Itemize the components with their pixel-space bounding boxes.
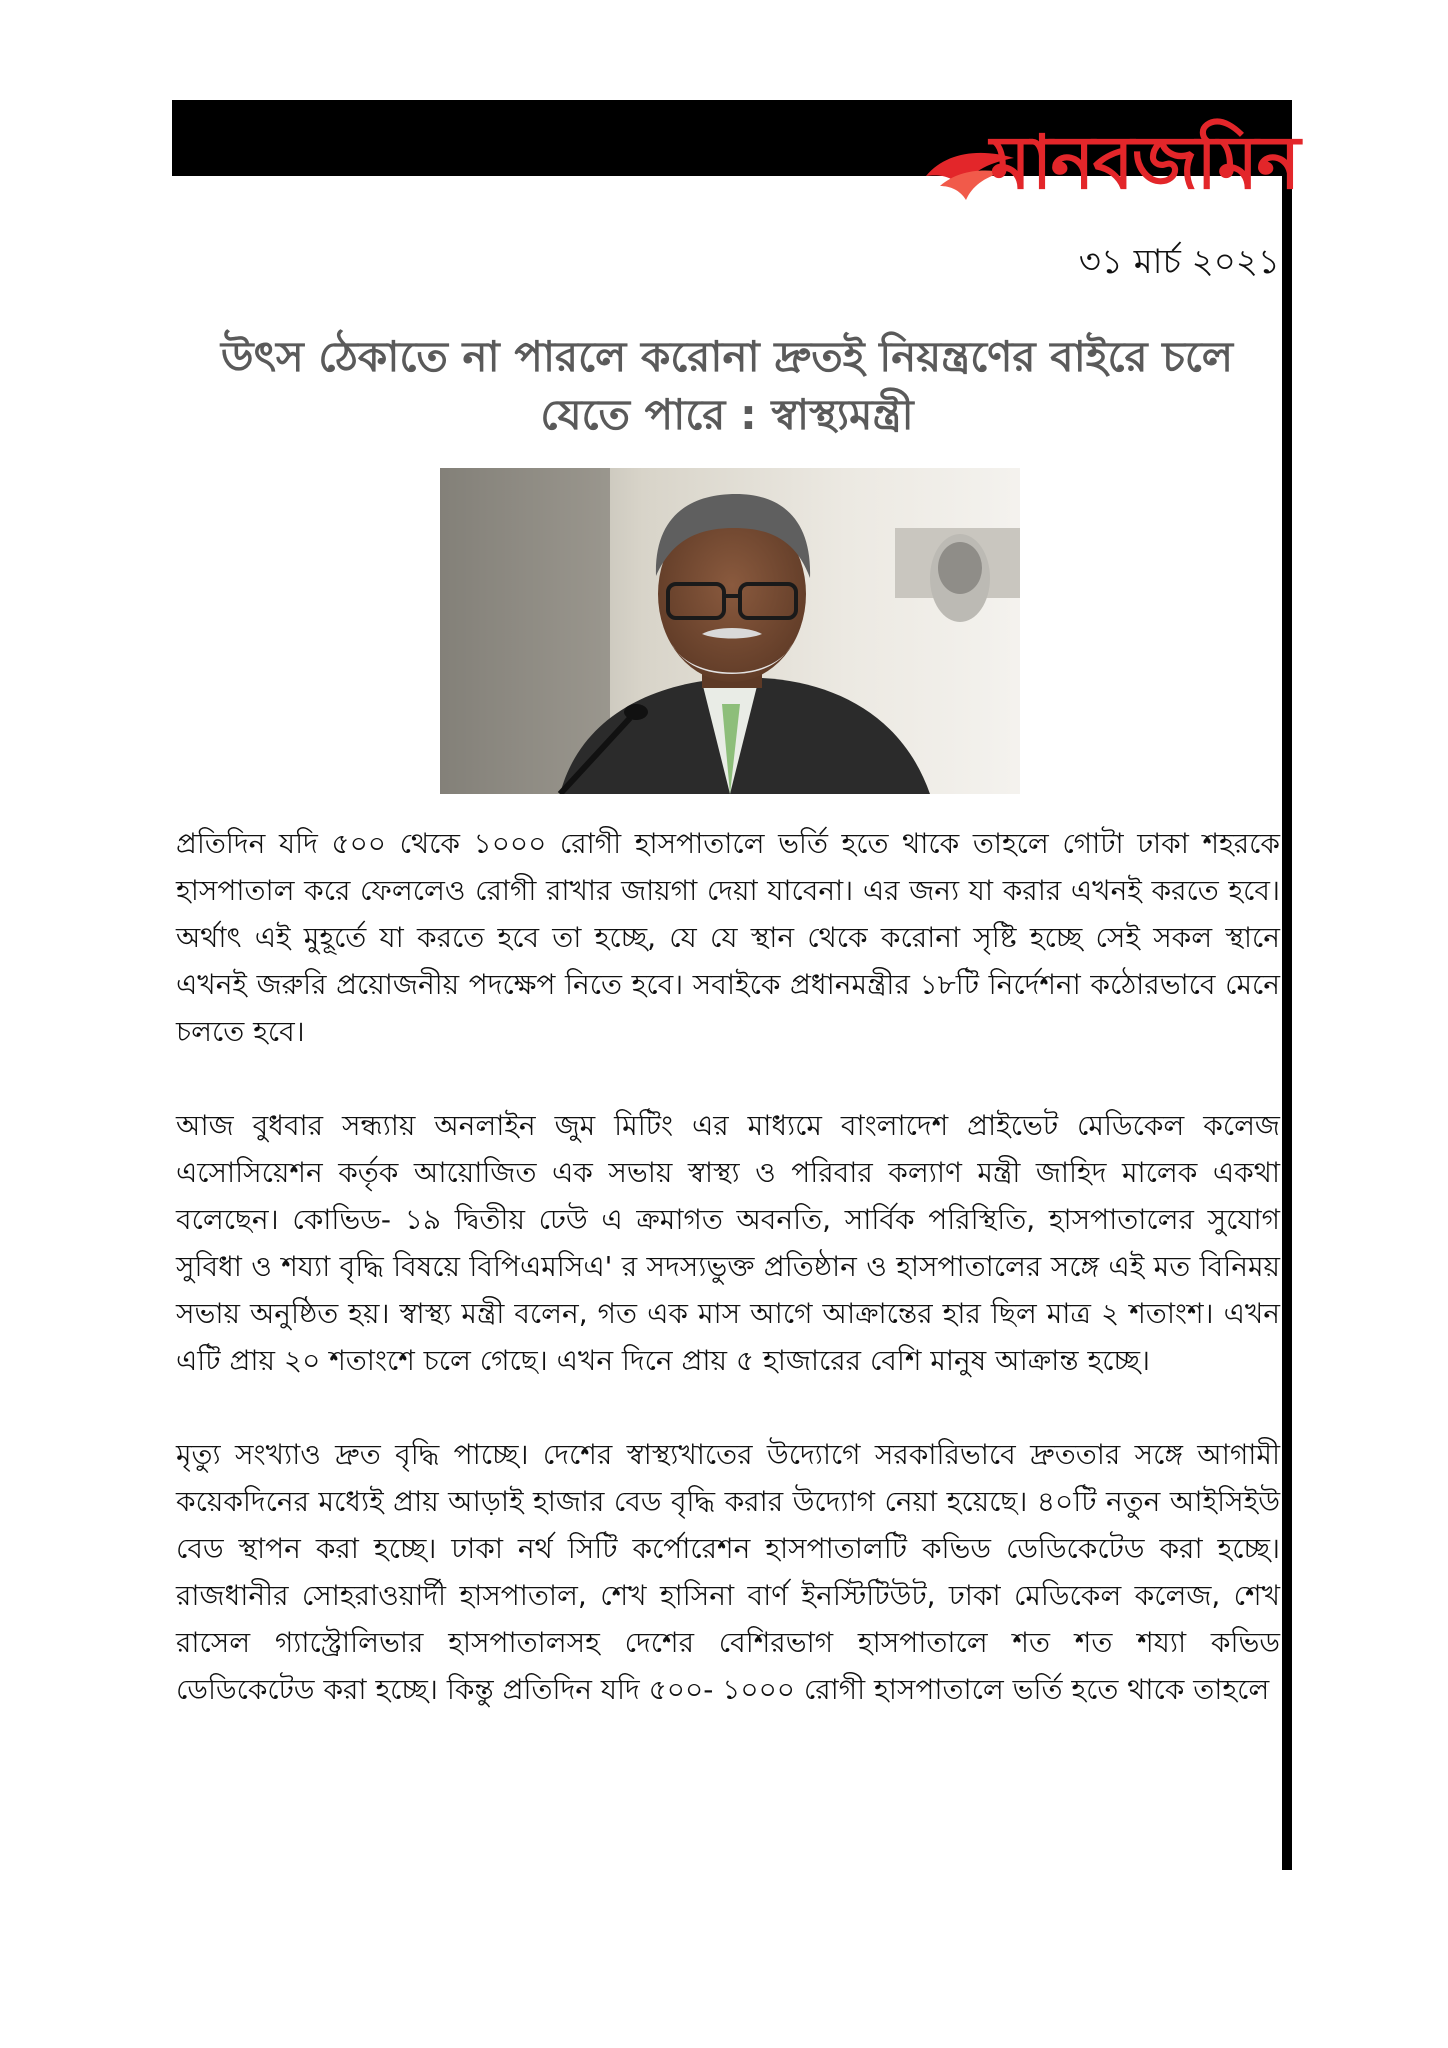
article-paragraph: আজ বুধবার সন্ধ্যায় অনলাইন জুম মিটিং এর মাধ্যমে বাংলাদেশ প্রাইভেট মেডিকেল কলেজ এসোসিয়েশন কর্তৃক আয়োজিত এক সভায় স্বাস্থ্য ও পরিবার কল্যাণ মন্ত্রী জাহিদ মালেক একথা বলেছেন। কোভিড- ১৯ দ্বিতীয় ঢেউ এ ক্রমাগত অবনতি, সার্বিক পরিস্থিতি, হাসপাতালের সুযোগ সুবিধা ও শয্যা বৃদ্ধি বিষয়ে বিপিএমসিএ' র সদস্যভুক্ত প্রতিষ্ঠান ও হাসপাতালের সঙ্গে এই মত বিনিময় সভায় অনুষ্ঠিত হয়। স্বাস্থ্য মন্ত্রী বলেন, গত এক মাস আগে আক্রান্তের হার ছিল মাত্র ২ শতাংশ। এখন এটি প্রায় ২০ শতাংশে চলে গেছে। এখন দিনে প্রায় ৫ হাজারের বেশি মানুষ আক্রান্ত হচ্ছে।: [176, 1109, 1280, 1377]
article-headline: উৎস ঠেকাতে না পারলে করোনা দ্রুতই নিয়ন্ত্রণের বাইরে চলে যেতে পারে : স্বাস্থ্যমন্ত্রী: [220, 332, 1234, 439]
article-paragraph: প্রতিদিন যদি ৫০০ থেকে ১০০০ রোগী হাসপাতালে ভর্তি হতে থাকে তাহলে গোটা ঢাকা শহরকে হাসপাতাল করে ফেললেও রোগী রাখার জায়গা দেয়া যাবেনা। এর জন্য যা করার এখনই করতে হবে। অর্থাৎ এই মুহূর্তে যা করতে হবে তা হচ্ছে, যে যে স্থান থেকে করোনা সৃষ্টি হচ্ছে সেই সকল স্থানে এখনই জরুরি প্রয়োজনীয় পদক্ষেপ নিতে হবে। সবাইকে প্রধানমন্ত্রীর ১৮টি নির্দেশনা কঠোরভাবে মেনে চলতে হবে।: [176, 827, 1280, 1048]
publication-date: ৩১ মার্চ ২০২১: [1078, 242, 1280, 282]
newspaper-logo: [922, 118, 1299, 218]
portrait-photo-icon: [440, 468, 1020, 794]
right-margin-rule: [1282, 100, 1292, 1870]
article-photo: [440, 468, 1020, 794]
logo-wordmark: মানবজমিন: [990, 120, 1299, 206]
article-paragraph: মৃত্যু সংখ্যাও দ্রুত বৃদ্ধি পাচ্ছে। দেশের স্বাস্থ্যখাতের উদ্যোগে সরকারিভাবে দ্রুততার সঙ্গে আগামী কয়েকদিনের মধ্যেই প্রায় আড়াই হাজার বেড বৃদ্ধি করার উদ্যোগ নেয়া হয়েছে। ৪০টি নতুন আইসিইউ বেড স্থাপন করা হচ্ছে। ঢাকা নর্থ সিটি কর্পোরেশন হাসপাতালটি কভিড ডেডিকেটেড করা হচ্ছে। রাজধানীর সোহরাওয়ার্দী হাসপাতাল, শেখ হাসিনা বার্ণ ইনস্টিটিউট, ঢাকা মেডিকেল কলেজ, শেখ রাসেল গ্যাস্ট্রোলিভার হাসপাতালসহ দেশের বেশিরভাগ হাসপাতালে শত শত শয্যা কভিড ডেডিকেটেড করা হচ্ছে। কিন্তু প্রতিদিন যদি ৫০০- ১০০০ রোগী হাসপাতালে ভর্তি হতে থাকে তাহলে: [176, 1438, 1280, 1706]
article-body: [176, 820, 1280, 1760]
